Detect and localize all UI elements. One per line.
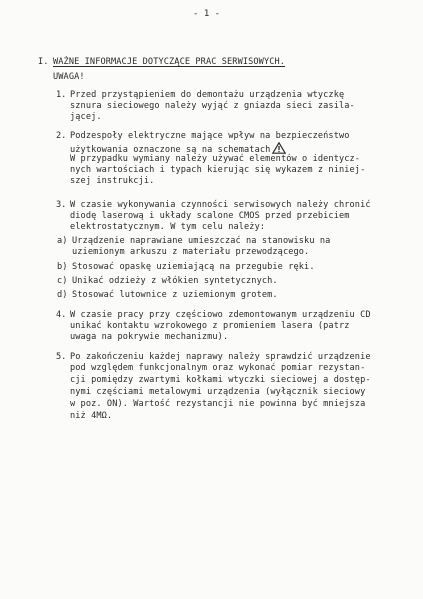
item-5-line: nymi częściami metalowymi urządzenia (wyłącznik sieciowy bbox=[70, 387, 366, 397]
item-2-line: W przypadku wymiany należy używać elementów o identycz- bbox=[70, 154, 361, 164]
page-number: - 1 - bbox=[193, 9, 221, 19]
section-title: WAŻNE INFORMACJE DOTYCZĄCE PRAC SERWISOWYCH. bbox=[53, 57, 286, 67]
item-4-line: uwaga na pokrywie mechanizmu). bbox=[70, 332, 229, 342]
item-3-line: W czasie wykonywania czynności serwisowych należy chronić bbox=[70, 200, 371, 210]
item-number: 5. bbox=[56, 352, 67, 362]
subitem-label: a) bbox=[57, 236, 68, 246]
subitem-a-line: Urządzenie naprawiane umieszczać na stanowisku na bbox=[72, 236, 331, 246]
subitem-label: b) bbox=[57, 262, 68, 272]
item-4-line: W czasie pracy przy częściowo zdemontowanym urządzeniu CD bbox=[70, 310, 371, 320]
subitem-b-line: Stosować opaskę uziemiającą na przegubie ręki. bbox=[72, 262, 315, 272]
item-5-line: cji pomiędzy zwartymi kołkami wtyczki sieciowej a dostęp- bbox=[70, 375, 371, 385]
item-5-line: w poz. ON). Wartość rezystancji nie powinna być mniejsza bbox=[70, 399, 366, 409]
subitem-label: c) bbox=[57, 276, 68, 286]
item-5-line: Po zakończeniu każdej naprawy należy sprawdzić urządzenie bbox=[70, 352, 371, 362]
item-3-line: elektrostatycznym. W tym celu należy: bbox=[70, 222, 266, 232]
item-2-line-text: użytkowania oznaczone są na schematach bbox=[70, 145, 271, 155]
item-number: 2. bbox=[56, 131, 67, 141]
item-5-line: niż 4MΩ. bbox=[70, 411, 113, 421]
item-number: 4. bbox=[56, 310, 67, 320]
item-1-line: Przed przystąpieniem do demontażu urządzenia wtyczkę bbox=[70, 90, 345, 100]
item-2-line: szej instrukcji. bbox=[70, 176, 155, 186]
item-number: 1. bbox=[56, 90, 67, 100]
subitem-a-line: uziemionym arkuszu z materiału przewodzącego. bbox=[72, 247, 310, 257]
subitem-c-line: Unikać odzieży z włókien syntetycznych. bbox=[72, 276, 278, 286]
item-4-line: unikać kontaktu wzrokowego z promieniem lasera (patrz bbox=[70, 321, 350, 331]
item-5-line: pod względem funkcjonalnym oraz wykonać pomiar rezystan- bbox=[70, 363, 366, 373]
item-number: 3. bbox=[56, 200, 67, 210]
item-3-line: diodę laserową i układy scalone CMOS przed przebiciem bbox=[70, 211, 350, 221]
subitem-label: d) bbox=[57, 290, 68, 300]
subitem-d-line: Stosować lutownice z uziemionym grotem. bbox=[72, 290, 278, 300]
attention-label: UWAGA! bbox=[53, 72, 85, 82]
item-2-line: Podzespoły elektryczne mające wpływ na bezpieczeństwo bbox=[70, 131, 350, 141]
section-roman-numeral: I. bbox=[38, 57, 49, 67]
item-1-line: jącej. bbox=[70, 112, 102, 122]
item-2-line: nych wartościach i typach kierując się wykazem z niniej- bbox=[70, 165, 366, 175]
item-1-line: sznura sieciowego należy wyjąć z gniazda sieci zasila- bbox=[70, 101, 355, 111]
